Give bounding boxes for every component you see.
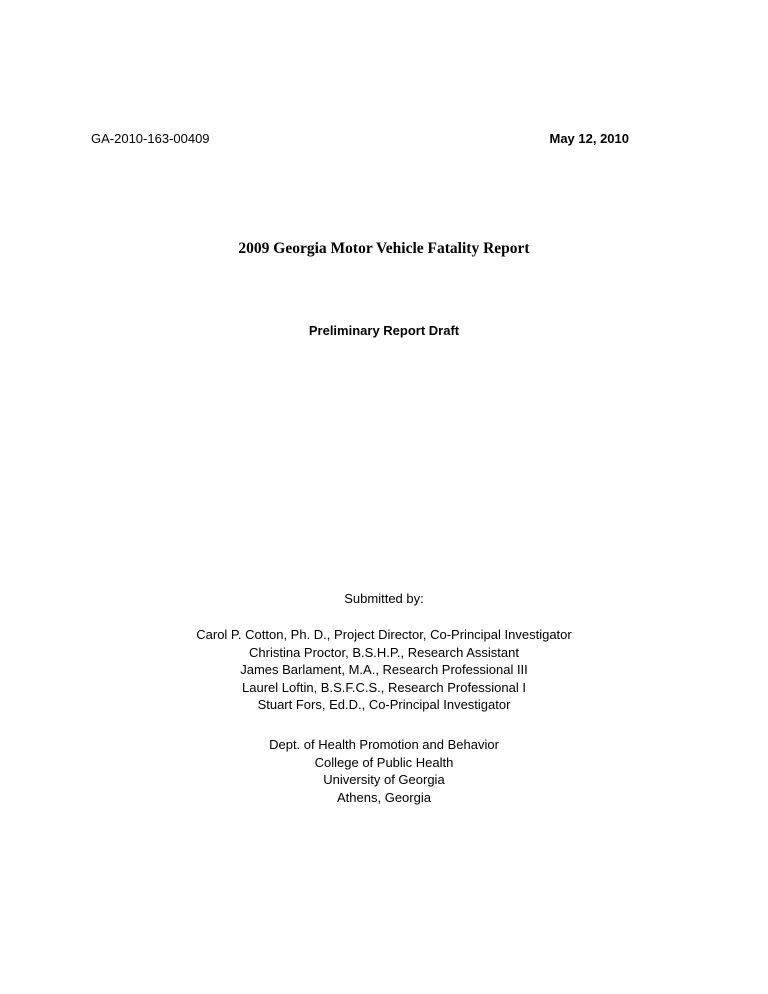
author-line: Christina Proctor, B.S.H.P., Research Assistant — [249, 644, 519, 660]
affiliation-line: Dept. of Health Promotion and Behavior — [269, 737, 499, 752]
author-list — [0, 626, 768, 714]
author-line: Stuart Fors, Ed.D., Co-Principal Investigator — [257, 697, 511, 712]
affiliation-block — [0, 736, 768, 806]
author-line: Carol P. Cotton, Ph. D., Project Director, Co-Principal Investigator — [196, 627, 572, 642]
affiliation-line: University of Georgia — [323, 772, 445, 787]
affiliation-line: Athens, Georgia — [337, 789, 431, 805]
author-line: James Barlament, M.A., Research Professional III — [240, 662, 528, 677]
document-date: May 12, 2010 — [549, 131, 629, 146]
report-title: 2009 Georgia Motor Vehicle Fatality Report — [238, 240, 530, 257]
affiliation-line: College of Public Health — [314, 754, 454, 770]
author-line: Laurel Loftin, B.S.F.C.S., Research Professional I — [242, 679, 526, 695]
document-id: GA-2010-163-00409 — [91, 131, 210, 146]
submitted-by-label: Submitted by: — [344, 591, 424, 606]
report-subtitle: Preliminary Report Draft — [308, 323, 460, 338]
